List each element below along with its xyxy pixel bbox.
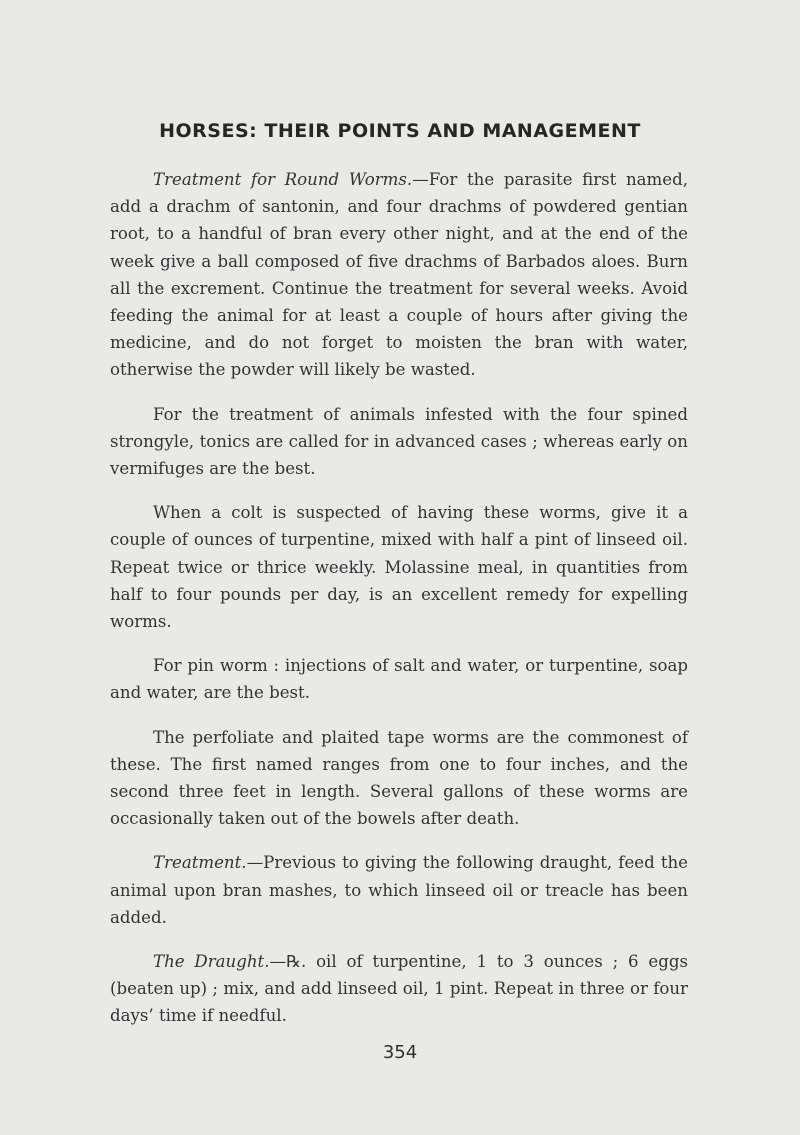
- paragraph-strongyle: [110, 401, 688, 483]
- body-text: [110, 166, 688, 1047]
- page-number: 354: [382, 1042, 418, 1063]
- paragraph-lead: Treatment.: [153, 853, 247, 873]
- paragraph-draught: [110, 948, 688, 1030]
- paragraph-pin-worm: [110, 652, 688, 706]
- paragraph-lead: The Draught.: [153, 952, 270, 972]
- paragraph-text: —℞. oil of turpentine, 1 to 3 ounces ; 6 eggs (beaten up) ; mix, and add linseed oil, 1 pint. Repeat in three or four days’ time if needful.: [110, 952, 688, 1026]
- paragraph-text: For pin worm : injections of salt and water, or turpentine, soap and water, are the best.: [110, 656, 688, 703]
- paragraph-text: —For the parasite first named, add a drachm of santonin, and four drachms of powdered gentian root, to a handful of bran every other night, and at the end of the week give a ball composed of five drachms of Barbados aloes. Burn all the excrement. Continue the treatment for several weeks. Avoid feeding the animal for at least a couple of hours after giving the medicine, and do not forget to moisten the bran with water, otherwise the powder will likely be wasted.: [110, 170, 689, 380]
- paragraph-lead: Treatment for Round Worms.: [153, 170, 413, 189]
- paragraph-text: —Previous to giving the following draught, feed the animal upon bran mashes, to which linseed oil or treacle has been added.: [110, 853, 688, 927]
- paragraph-colt: [110, 499, 688, 635]
- paragraph-round-worms-treatment: [110, 166, 688, 384]
- paragraph-text: When a colt is suspected of having these worms, give it a couple of ounces of turpentine, mixed with half a pint of linseed oil. Repeat twice or thrice weekly. Molassine meal, in quantities from half to four pounds per day, is an excellent remedy for expelling worms.: [110, 503, 688, 632]
- paragraph-treatment: [110, 849, 688, 931]
- running-head: HORSES: THEIR POINTS AND MANAGEMENT: [159, 120, 641, 142]
- paragraph-text: For the treatment of animals infested with the four spined strongyle, tonics are called for in advanced cases ; whereas early on vermifuges are the best.: [110, 404, 688, 479]
- paragraph-tape-worms: [110, 724, 688, 833]
- paragraph-text: The perfoliate and plaited tape worms are the commonest of these. The first named ranges from one to four inches, and the second three feet in length. Several gallons of these worms are occasionally taken out of the bowels after death.: [110, 727, 688, 829]
